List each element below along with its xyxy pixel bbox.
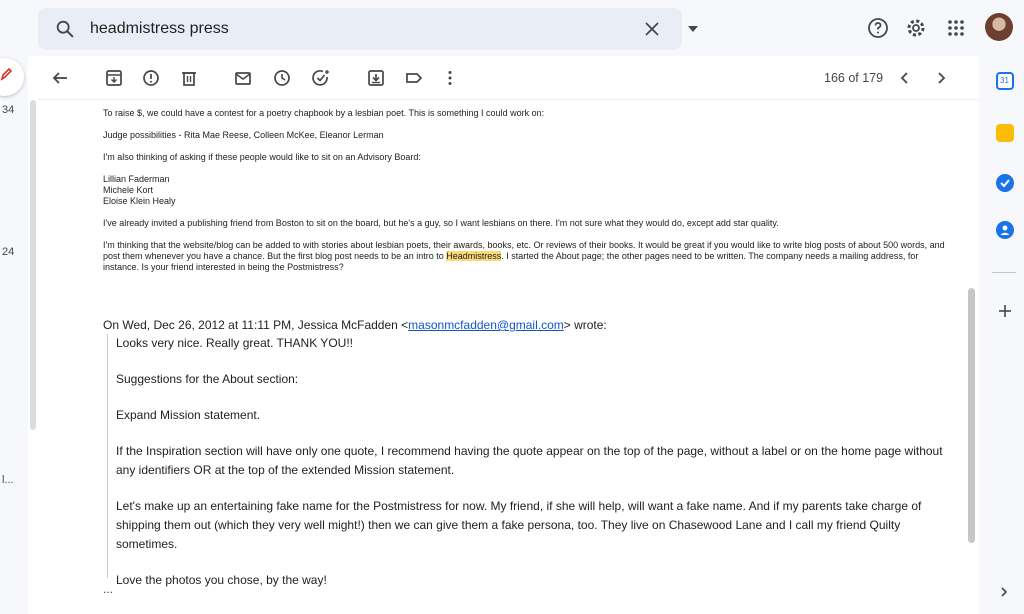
quote-attribution [103,318,607,332]
quoted-paragraph: Let's make up an entertaining fake name for the Postmistress for now. My friend, if she will help, will want a fake name. And if my parents take charge of shipping them out (which they very well might!) then we can give them a fake persona, too. They live on Chasewood Lane and I call my friend Quilty sometimes. [116,499,922,551]
search-icon[interactable] [54,18,76,40]
label-tag-icon[interactable] [404,68,424,88]
message-paragraph: I've already invited a publishing friend from Boston to sit on the board, but he's a guy, so I want lesbians on there. I'm not sure what they would do, except add star quality. [103,218,779,228]
rail-count: 34 [2,104,15,116]
clear-search-icon[interactable] [642,19,662,39]
search-highlight: Headmistress [446,251,502,261]
message-paragraph: To raise $, we could have a contest for a poetry chapbook by a lesbian poet. This is something I could work on: [103,108,545,118]
more-options-icon[interactable] [440,68,460,88]
settings-gear-icon[interactable] [904,16,928,40]
report-spam-icon[interactable] [141,68,161,88]
attribution-text: On Wed, Dec 26, 2012 at 11:11 PM, Jessica McFadden < [103,318,409,332]
calendar-icon[interactable] [996,72,1014,90]
quoted-paragraph: If the Inspiration section will have only one quote, I recommend having the quote appear on the top of the page, without a label or on the home page without any identifiers OR at the top of the extended Mission statement. [116,444,943,477]
quoted-paragraph: Love the photos you chose, by the way! [116,573,327,587]
calendar-day: 31 [1000,76,1009,85]
search-input[interactable] [90,17,570,41]
get-addons-plus-icon[interactable] [997,303,1013,319]
apps-grid-icon[interactable] [944,16,968,40]
account-avatar[interactable] [985,13,1013,41]
board-name: Eloise Klein Healy [103,196,176,206]
contacts-person-icon[interactable] [996,221,1014,239]
show-trimmed-content[interactable]: ... [103,582,114,596]
quoted-paragraph: Expand Mission statement. [116,408,261,422]
quoted-paragraph: Looks very nice. Really great. THANK YOU!! [116,336,353,350]
left-scrollbar[interactable] [30,100,36,430]
search-bar[interactable] [38,8,682,50]
keep-notes-icon[interactable] [996,124,1014,142]
message-paragraph [103,240,955,273]
side-panel-divider [992,272,1016,273]
pencil-icon [0,67,12,81]
text-run: I'm thinking that the website/blog can be added to with stories about lesbian poets, their awards, books, etc. Or reviews of their books. It would be great if you would like to write blog posts of about 500 words, and post them whenever you have a chance. But the first blog post needs to be an intro to [103,240,945,261]
back-arrow-icon[interactable] [50,68,70,88]
delete-trash-icon[interactable] [179,68,199,88]
quoted-reply [107,334,957,587]
archive-icon[interactable] [104,68,124,88]
show-side-panel-chevron-icon[interactable] [997,585,1011,599]
quoted-paragraph: Suggestions for the About section: [116,372,299,386]
message-paragraph: I'm also thinking of asking if these people would like to sit on an Advisory Board: [103,152,421,162]
search-options-icon[interactable] [686,22,700,36]
person-icon [996,221,1014,239]
left-rail [0,56,28,614]
message-scrollbar[interactable] [968,288,975,543]
sender-email-link[interactable]: masonmcfadden@gmail.com [408,318,564,332]
check-icon [996,174,1014,192]
message-body [103,108,955,284]
board-name: Lillian Faderman [103,174,170,184]
rail-count: 24 [2,246,15,258]
older-chevron-right-icon[interactable] [933,70,949,86]
top-bar [0,0,1024,56]
newer-chevron-left-icon[interactable] [897,70,913,86]
help-icon[interactable] [866,16,890,40]
add-to-tasks-icon[interactable] [311,68,331,88]
snooze-clock-icon[interactable] [272,68,292,88]
pagination-counter: 166 of 179 [824,71,884,85]
mark-unread-mail-icon[interactable] [233,68,253,88]
move-to-icon[interactable] [366,68,386,88]
message-paragraph: Judge possibilities - Rita Mae Reese, Colleen McKee, Eleanor Lerman [103,130,384,140]
attribution-text: > wrote: [563,318,607,332]
text-run: . I started the About page; the other pages need to be written. The company needs a mailing address, for instance. Is your friend interested in being the Postmistress? [103,251,919,272]
tasks-check-icon[interactable] [996,174,1014,192]
board-name: Michele Kort [103,185,154,195]
rail-count: l... [2,474,14,486]
